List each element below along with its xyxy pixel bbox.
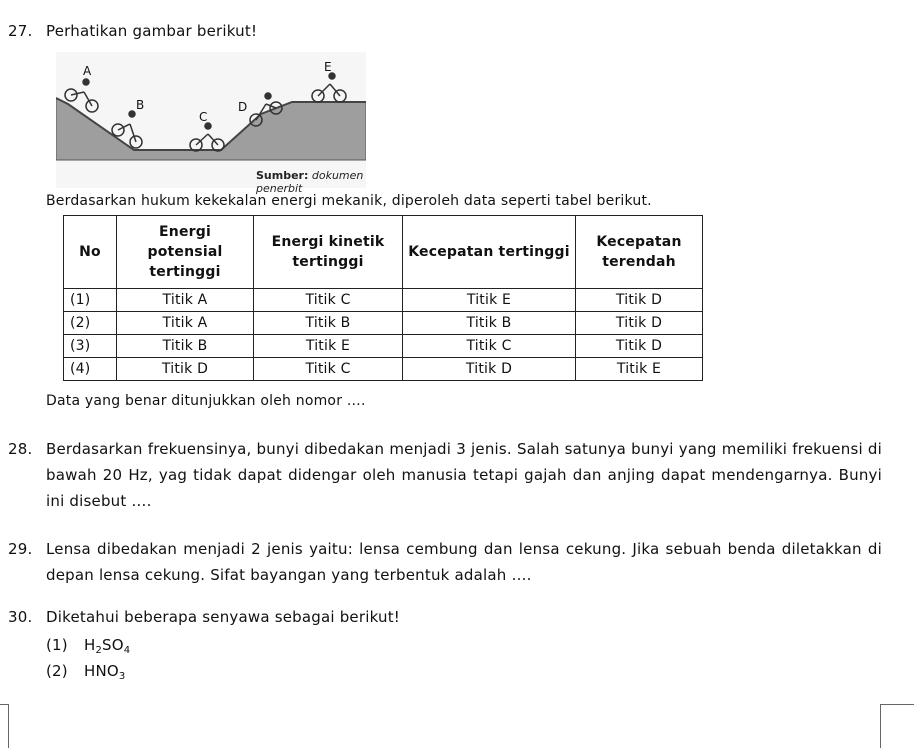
question-29-number: 29.	[8, 540, 33, 558]
cell-potential: Titik A	[117, 312, 254, 335]
page-corner-left	[0, 704, 9, 748]
caption-source-value: dokumen penerbit	[256, 169, 364, 195]
question-28-number: 28.	[8, 440, 33, 458]
compound-formula-part: HNO	[84, 662, 119, 680]
cell-no: (3)	[64, 335, 117, 358]
compound-subscript: 4	[123, 645, 131, 656]
table-row	[64, 358, 703, 381]
cell-no: (4)	[64, 358, 117, 381]
point-label-d: D	[238, 100, 248, 114]
table-row	[64, 335, 703, 358]
cell-min-speed: Titik D	[576, 312, 703, 335]
cell-no: (2)	[64, 312, 117, 335]
cell-potential: Titik D	[117, 358, 254, 381]
point-label-e: E	[324, 60, 332, 74]
question-30-number: 30.	[8, 608, 33, 626]
question-prompt: Perhatikan gambar berikut!	[46, 22, 258, 40]
question-28-text: Berdasarkan frekuensinya, bunyi dibedakan menjadi 3 jenis. Salah satunya bunyi yang memiliki frekuensi di bawah 20 Hz, yag tidak dapat didengar oleh manusia tetapi gajah dan anjing dapat mendengarnya. Bunyi ini disebut ….	[46, 440, 882, 510]
compound-number: (2)	[46, 662, 68, 680]
cell-kinetic: Titik E	[254, 335, 403, 358]
compound-formula-part: SO	[102, 636, 124, 654]
cell-potential: Titik B	[117, 335, 254, 358]
figure-caption	[256, 169, 366, 195]
cell-max-speed: Titik D	[403, 358, 576, 381]
cell-max-speed: Titik E	[403, 289, 576, 312]
compound-number: (1)	[46, 636, 68, 654]
question-number: 27.	[8, 22, 33, 40]
compound-subscript: 3	[118, 671, 126, 682]
cell-kinetic: Titik C	[254, 358, 403, 381]
header-max-speed: Kecepatan tertinggi	[403, 216, 576, 289]
caption-source-label: Sumber:	[256, 169, 309, 182]
cell-no: (1)	[64, 289, 117, 312]
cell-kinetic: Titik B	[254, 312, 403, 335]
cell-potential: Titik A	[117, 289, 254, 312]
point-label-a: A	[83, 64, 92, 78]
table-row	[64, 289, 703, 312]
question-30-text: Diketahui beberapa senyawa sebagai berikut!	[46, 608, 401, 626]
cell-min-speed: Titik D	[576, 289, 703, 312]
energy-table	[63, 215, 703, 381]
question-27-heading	[8, 22, 257, 40]
table-intro: Berdasarkan hukum kekekalan energi mekanik, diperoleh data seperti tabel berikut.	[46, 193, 652, 209]
table-header-row	[64, 216, 703, 289]
header-kinetic: Energi kinetik tertinggi	[254, 216, 403, 289]
header-min-speed: Kecepatan terendah	[576, 216, 703, 289]
point-label-c: C	[199, 110, 208, 124]
cell-kinetic: Titik C	[254, 289, 403, 312]
compound-item	[46, 636, 130, 656]
track-illustration	[56, 52, 366, 188]
energy-figure	[56, 52, 366, 195]
question-29-text: Lensa dibedakan menjadi 2 jenis yaitu: lensa cembung dan lensa cekung. Jika sebuah benda diletakkan di depan lensa cekung. Sifat bayangan yang terbentuk adalah ….	[46, 540, 882, 584]
table-row	[64, 312, 703, 335]
point-label-b: B	[136, 98, 145, 112]
compound-subscript: 2	[95, 645, 103, 656]
cell-max-speed: Titik C	[403, 335, 576, 358]
cell-min-speed: Titik E	[576, 358, 703, 381]
compound-formula-part: H	[84, 636, 96, 654]
cell-max-speed: Titik B	[403, 312, 576, 335]
q27-question: Data yang benar ditunjukkan oleh nomor ….	[46, 393, 366, 409]
page-corner-right	[880, 704, 914, 748]
cell-min-speed: Titik D	[576, 335, 703, 358]
header-potential: Energi potensial tertinggi	[117, 216, 254, 289]
header-no: No	[64, 216, 117, 289]
compound-item	[46, 662, 125, 682]
